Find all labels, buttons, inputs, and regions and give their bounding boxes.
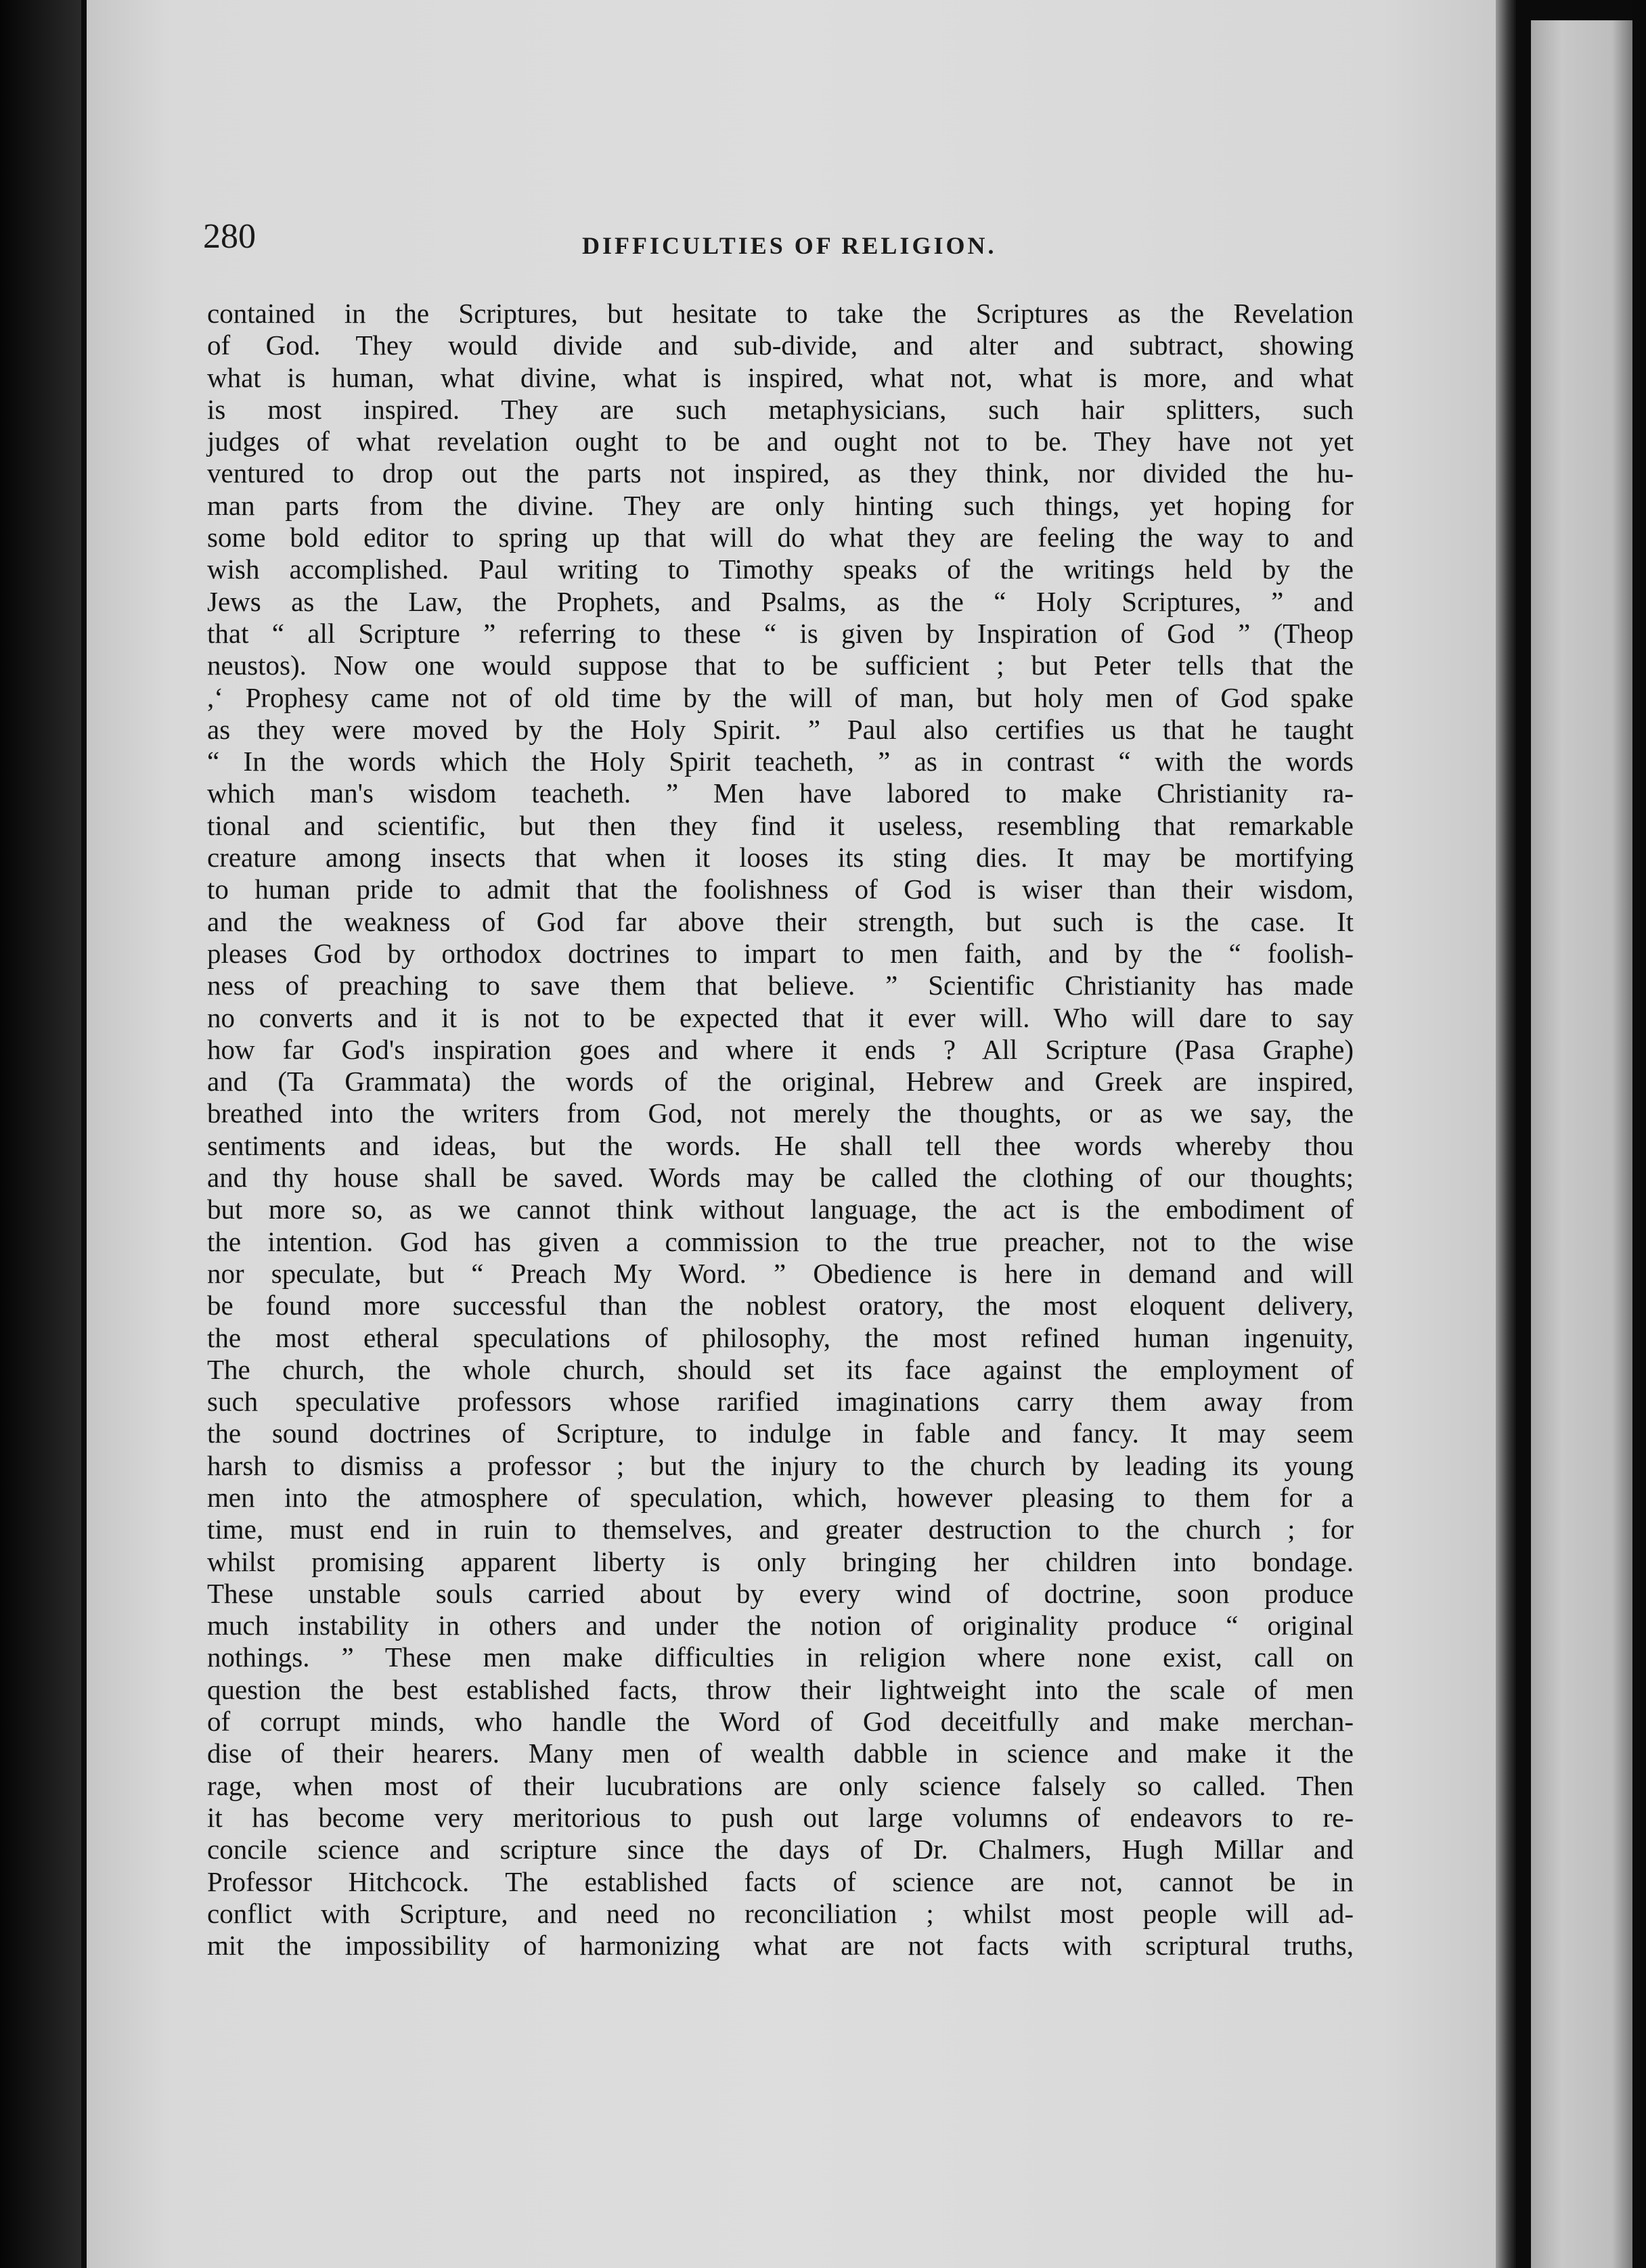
text-line: “ In the words which the Holy Spirit teacheth, ” as in contrast “ with the words <box>207 746 1354 777</box>
text-line: breathed into the writers from God, not merely the thoughts, or as we say, the <box>207 1097 1354 1129</box>
text-line: nor speculate, but “ Preach My Word. ” Obedience is here in demand and will <box>207 1257 1354 1289</box>
binding-shadow <box>0 0 81 2268</box>
body-text <box>207 298 1354 1961</box>
text-line: concile science and scripture since the days of Dr. Chalmers, Hugh Millar and <box>207 1834 1354 1865</box>
text-line: contained in the Scriptures, but hesitate to take the Scriptures as the Revelation <box>207 298 1354 329</box>
text-line: the intention. God has given a commission to the true preacher, not to the wise <box>207 1225 1354 1257</box>
text-line: which man's wisdom teacheth. ” Men have labored to make Christianity ra- <box>207 777 1354 809</box>
text-line: it has become very meritorious to push out large volumns of endeavors to re- <box>207 1801 1354 1833</box>
text-line: man parts from the divine. They are only hinting such things, yet hoping for <box>207 489 1354 521</box>
running-title: DIFFICULTIES OF RELIGION. <box>582 232 997 259</box>
text-line: the most etheral speculations of philosophy, the most refined human ingenuity, <box>207 1321 1354 1353</box>
text-line: to human pride to admit that the foolishness of God is wiser than their wisdom, <box>207 874 1354 905</box>
running-head <box>203 217 1367 271</box>
text-line: harsh to dismiss a professor ; but the injury to the church by leading its young <box>207 1449 1354 1481</box>
text-line: that “ all Scripture ” referring to these “ is given by Inspiration of God ” (Theop <box>207 617 1354 649</box>
text-line: nothings. ” These men make difficulties in religion where none exist, call on <box>207 1641 1354 1673</box>
text-line: ,‘ Prophesy came not of old time by the will of man, but holy men of God spake <box>207 681 1354 713</box>
text-line: These unstable souls carried about by every wind of doctrine, soon produce <box>207 1577 1354 1609</box>
text-line: tional and scientific, but then they find it useless, resembling that remarkable <box>207 809 1354 841</box>
text-line: and thy house shall be saved. Words may be called the clothing of our thoughts; <box>207 1162 1354 1194</box>
text-line: what is human, what divine, what is inspired, what not, what is more, and what <box>207 361 1354 393</box>
text-line: be found more successful than the noblest oratory, the most eloquent delivery, <box>207 1290 1354 1321</box>
text-line: much instability in others and under the notion of originality produce “ original <box>207 1610 1354 1641</box>
text-line: dise of their hearers. Many men of wealth dabble in science and make it the <box>207 1738 1354 1769</box>
text-line: as they were moved by the Holy Spirit. ” Paul also certifies us that he taught <box>207 713 1354 745</box>
text-line: creature among insects that when it looses its sting dies. It may be mortifying <box>207 842 1354 874</box>
text-line: mit the impossibility of harmonizing what are not facts with scriptural truths, <box>207 1930 1354 1961</box>
page-number: 280 <box>203 217 256 256</box>
text-line: pleases God by orthodox doctrines to impart to men faith, and by the “ foolish- <box>207 937 1354 969</box>
text-line: ventured to drop out the parts not inspired, as they think, nor divided the hu- <box>207 457 1354 489</box>
text-line: how far God's inspiration goes and where it ends ? All Scripture (Pasa Graphe) <box>207 1033 1354 1065</box>
text-line: but more so, as we cannot think without language, the act is the embodiment of <box>207 1194 1354 1225</box>
text-line: Professor Hitchcock. The established facts of science are not, cannot be in <box>207 1865 1354 1897</box>
text-line: men into the atmosphere of speculation, which, however pleasing to them for a <box>207 1481 1354 1513</box>
text-line: judges of what revelation ought to be and ought not to be. They have not yet <box>207 426 1354 457</box>
text-line: of God. They would divide and sub-divide, and alter and subtract, showing <box>207 330 1354 361</box>
text-line: such speculative professors whose rarified imaginations carry them away from <box>207 1386 1354 1418</box>
text-line: conflict with Scripture, and need no reconciliation ; whilst most people will ad- <box>207 1897 1354 1929</box>
text-line: whilst promising apparent liberty is only bringing her children into bondage. <box>207 1545 1354 1577</box>
text-line: is most inspired. They are such metaphysicians, such hair splitters, such <box>207 393 1354 425</box>
text-line: neustos). Now one would suppose that to be sufficient ; but Peter tells that the <box>207 650 1354 681</box>
text-line: of corrupt minds, who handle the Word of God deceitfully and make merchan- <box>207 1706 1354 1738</box>
text-line: rage, when most of their lucubrations are only science falsely so called. Then <box>207 1769 1354 1801</box>
text-line: ness of preaching to save them that believe. ” Scientific Christianity has made <box>207 970 1354 1001</box>
text-line: and (Ta Grammata) the words of the original, Hebrew and Greek are inspired, <box>207 1066 1354 1097</box>
text-line: time, must end in ruin to themselves, and greater destruction to the church ; for <box>207 1514 1354 1545</box>
text-line: question the best established facts, throw their lightweight into the scale of men <box>207 1673 1354 1705</box>
text-line: some bold editor to spring up that will do what they are feeling the way to and <box>207 522 1354 553</box>
page-edge-shadow <box>1496 0 1516 2268</box>
text-line: the sound doctrines of Scripture, to indulge in fable and fancy. It may seem <box>207 1418 1354 1449</box>
adjacent-page-edge <box>1531 20 1632 2268</box>
text-line: wish accomplished. Paul writing to Timothy speaks of the writings held by the <box>207 553 1354 585</box>
text-line: no converts and it is not to be expected that it ever will. Who will dare to say <box>207 1001 1354 1033</box>
text-line: Jews as the Law, the Prophets, and Psalms, as the “ Holy Scriptures, ” and <box>207 585 1354 617</box>
text-line: sentiments and ideas, but the words. He shall tell thee words whereby thou <box>207 1129 1354 1161</box>
text-line: The church, the whole church, should set its face against the employment of <box>207 1353 1354 1385</box>
text-line: and the weakness of God far above their strength, but such is the case. It <box>207 905 1354 937</box>
right-margin-dark <box>1632 0 1646 2268</box>
